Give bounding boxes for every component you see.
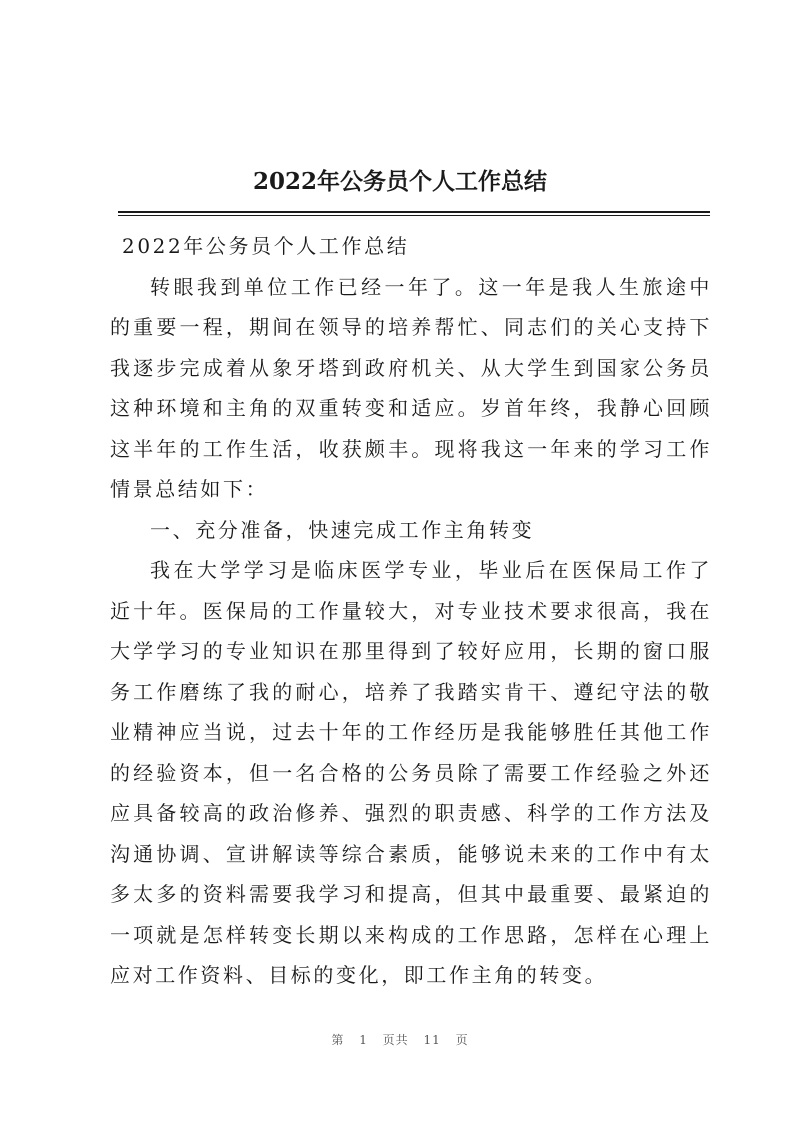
document-body xyxy=(110,226,712,996)
page-number-footer: 第 1 页共 11 页 xyxy=(331,1033,469,1047)
title-divider-thick xyxy=(118,211,710,213)
paragraph-intro: 转眼我到单位工作已经一年了。这一年是我人生旅途中的重要一程，期间在领导的培养帮忙、同志们的关心支持下我逐步完成着从象牙塔到政府机关、从大学生到国家公务员这种环境和主角的双重转变和适应。岁首年终，我静心回顾这半年的工作生活，收获颇丰。现将我这一年来的学习工作情景总结如下： xyxy=(110,274,712,501)
title-divider-thin xyxy=(118,215,710,216)
section-heading-1: 一、充分准备，快速完成工作主角转变 xyxy=(150,517,535,542)
paragraph-section-1: 我在大学学习是临床医学专业，毕业后在医保局工作了近十年。医保局的工作量较大，对专业技术要求很高，我在大学学习的专业知识在那里得到了较好应用，长期的窗口服务工作磨练了我的耐心，培养了我踏实肯干、遵纪守法的敬业精神应当说，过去十年的工作经历是我能够胜任其他工作的经验资本，但一名合格的公务员除了需要工作经验之外还应具备较高的政治修养、强烈的职责感、科学的工作方法及沟通协调、宣讲解读等综合素质，能够说未来的工作中有太多太多的资料需要我学习和提高，但其中最重要、最紧迫的一项就是怎样转变长期以来构成的工作思路，怎样在心理上应对工作资料、目标的变化，即工作主角的转变。 xyxy=(110,558,712,987)
body-heading: 2022年公务员个人工作总结 xyxy=(122,234,410,258)
document-title: 2022年公务员个人工作总结 xyxy=(252,168,547,195)
